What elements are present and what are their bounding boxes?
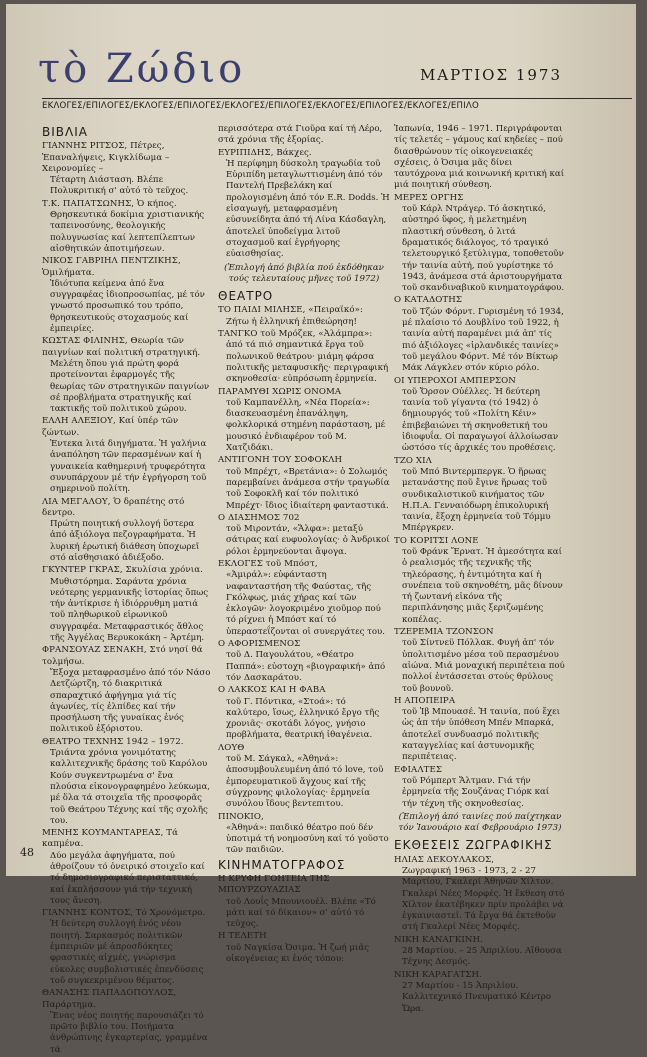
entry-description: τοῦ Ναγκίσα Ὀσιμα. Ἡ ζωή μιᾶς οἰκογένειας κι ἑνός τόπου:: [226, 942, 369, 965]
entry-description: τοῦ Δ. Παγουλάτου, «Θέατρο Παππά»: εὐστοχη «βιογραφική» ἀπό τόν Δασκαράτου.: [226, 650, 386, 683]
entry-title: ΚΩΣΤΑΣ ΦΙΛΙΝΗΣ, Θεωρία τῶν παιγνίων καί πολιτική στρατηγική.: [42, 336, 201, 358]
listing-entry: [218, 874, 390, 930]
entry-description: Πρώτη ποιητική συλλογή ὕστερα ἀπό ἀξιόλογα πεζογραφήματα. Ἡ λυρική ἐρωτική διάθεση ὑποχωρεῖ στό αἰσθησιακό ἀδιέξοδο.: [50, 519, 200, 563]
section-heading: ΒΙΒΛΙΑ: [42, 125, 88, 139]
listing-entry: [218, 329, 390, 385]
entry-title: ΓΙΑΝΝΗΣ ΚΟΝΤΟΣ, Τό Χρονόμετρο.: [42, 908, 206, 919]
entry-title: ΠΑΡΑΜΥΘΙ ΧΩΡΙΣ ΟΝΟΜΑ: [218, 386, 342, 397]
entry-description: Μυθιστόρημα. Σαράντα χρόνια νεότερης γερμανικῆς ἱστορίας ὅπως τήν ἀντίκρισε ἡ ἰδιόρρυθμη ματιά τοῦ πληθωρικοῦ εἰρωνικοῦ συγγραφέα. Μεταφραστικός ἄθλος τῆς Ἀγγέλας Βερυκοκάκη – Ἀρτέμη.: [50, 576, 209, 644]
entry-title: Ο ΛΑΚΚΟΣ ΚΑΙ Η ΦΑΒΑ: [218, 685, 326, 696]
entry-description: Ἕνας νέος ποιητής παρουσιάζει τό πρῶτο βιβλίο του. Ποιήματα ἀνθρώπινης ἐγκαρτερίας, γραμμένα τά: [50, 1010, 208, 1055]
listing-entry: [42, 908, 212, 987]
listing-entry: [394, 193, 566, 295]
entry-description: τοῦ Μπρέχτ, «Βρετάνια»: ὁ Σολωμός παρεμβαίνει ἀνάμεσα στήν τραγωδία τοῦ Σοφοκλῆ καί τόν πολιτικό Μπρέχτ· ἴδιος ἰδιαίτερη φανταστικά.: [226, 466, 390, 511]
entry-description: τοῦ Λουΐς Μπουνιουέλ. Βλέπε «Τό μάτι καί τό δίκαιον» σ' αὐτό τό τεῦχος.: [226, 896, 376, 930]
entry-title: Τ.Κ. ΠΑΠΑΤΣΩΝΗΣ, Ὁ κήπος.: [42, 198, 177, 209]
listing-entry: [394, 295, 566, 374]
entry-description: Ἔξοχα μεταφρασμένο ἀπό τόν Νάσο Δετζώρτζη, τό διακριτικά σπαραχτικό ἀφήγημα γιά τίς ἀγωνίες, τίς ἐλπίδες καί τήν προσήλωση τῆς γυναίκας ἑνός πολιτικοῦ ἐξόριστου.: [50, 667, 211, 735]
column-1: [42, 124, 212, 1057]
entry-title: ΓΙΑΝΝΗΣ ΡΙΤΣΟΣ, Πέτρες, Ἐπαναλήψεις, Κιγκλίδωμα – Χειρονομίες –: [42, 141, 170, 174]
entry-title: ΛΙΑ ΜΕΓΑΛΟΥ, Ὁ δραπέτης στό δεντρο.: [42, 496, 185, 518]
listing-entry: [218, 305, 390, 328]
entry-description: τοῦ Μπό Βιντερμπεργκ. Ὁ ἥρωας μετανάστης ποῦ ἔγινε ἥρωας τοῦ συνδικαλιστικοῦ κινήματος τῶν Η.Π.Α. Γενναιόδωρη ἐπικολυρική ταινία, ἔξοχη ἑρμηνεία τοῦ Τόμμυ Μπέργκρεν.: [402, 466, 551, 534]
selection-note: (Ἐπιλογή ἀπό ταινίες πού παίχτηκαν τόν Ἰανουάριο καί Φεβρουάριο 1973): [398, 811, 562, 834]
listing-entry: [394, 970, 566, 1015]
entry-description: Ζωγραφική 1963 - 1973, 2 - 27 Μαρτίου, Γκαλερί Ἀθηνῶν Χίλτον. Γκαλερί Νέες Μορφές. Ἡ ἔκθεση στό Χίλτον ἐκατέβηκεν πρίν προλάβει νά ἐγκαινιαστεῖ. Τά ἔργα θά ἐκτεθοῦν στή Γκαλερί Νέες Μορφές.: [402, 866, 565, 933]
listing-entry: [42, 256, 212, 335]
entry-title: ΤΟ ΚΟΡΙΤΣΙ ΛΟΝΕ: [394, 535, 479, 546]
listing-entry: [42, 416, 212, 495]
section-heading: ΚΙΝΗΜΑΤΟΓΡΑΦΟΣ: [218, 857, 346, 872]
entry-title: ΠΙΝΟΚΙΟ,: [218, 811, 264, 822]
entry-description: τοῦ Τζών Φόρντ. Γυρισμένη τό 1934, μέ πλαίσιο τό Δουβλίνο τοῦ 1922, ἡ ταινία αὐτή παραμένει μιά ἀπ' τίς πιό ἀξιόλογες «ἰρλανδικές ταινίες» τοῦ μεγάλου Φόρντ. Μέ τόν Βίκτωρ Μάκ Λάγκλεν στόν κύριο ρόλο.: [402, 306, 564, 374]
entry-description: Θρησκευτικά δοκίμια χριστιανικής ταπεινοσύνης, θεολογικής πολυγνωσίας καί λεπτεπίλεπτων αἰσθητικών ἀποτιμήσεων.: [50, 210, 205, 254]
entry-title: ΦΡΑΝΣΟΥΑΖ ΣΕΝΑΚΗ, Στό νησί θά τολμήσω.: [42, 645, 203, 667]
entry-description: τοῦ Ὄρσον Οὐέλλες. Ἡ δεύτερη ταινία τοῦ γίγαντα (τό 1942) ὁ δημιουργός τοῦ «Πολίτη Κέιν» ἐπιβεβαιώνει τή σκηνοθετική του ἰδιοφυΐα. Οἱ παραγωγοί ἀλλοίωσαν ὡστόσο τίς ἀρχικές του προθέσεις.: [402, 386, 559, 454]
listing-entry: [218, 812, 390, 857]
entry-description: «Ἀθηνά»: παιδικό θέατρο πού δέν ὑποτιμά τή νοημοσύνη καί τό γοῦστο τῶν παιδιῶν.: [226, 822, 389, 856]
entry-description: Δύο μεγάλα ἀφηγήματα, πού ἀθροίζουν τό ὀνειρικό στοιχεῖο καί τό δημοσιογραφικό περισταττικό, καί ἐκπλήσσουν γιά τήν τεχνική τους ἄνεση.: [50, 850, 205, 906]
entry-description: τοῦ Καμπανέλλη, «Νέα Πορεία»: διασκευασμένη ἐπανάληψη, φολκλορικά στημένη παράσταση, μέ μουσικό ἐνδιαφέρον τοῦ Μ. Χατζιδάκι.: [226, 397, 386, 454]
listing-entry: [394, 696, 566, 764]
issue-date: ΜΑΡΤΙΟΣ 1973: [419, 66, 562, 84]
entry-description: τοῦ Ρόμπερτ Ἄλτμαν. Γιά τήν ἑρμηνεία τῆς Σουζάνας Γιόρκ καί τήν τέχνη τῆς σκηνοθεσίας.: [402, 775, 550, 809]
entry-description: τοῦ Κάρλ Ντράγερ. Τό ἀσκητικό, αὐστηρό ὕφος, ἡ μελετημένη πλαστική σύνθεση, ὁ λιτά δραματικός διάλογος, τό τραγικό τελετουργικό ξετύλιγμα, τοποθετοῦν τήν ταινία αὐτή, πού γυρίστηκε τό 1943, ἀνάμεσα στά ἀριστουργήματα τοῦ σκανδιναβικοῦ κινηματογράφου.: [402, 204, 565, 294]
section-heading: ΘΕΑΤΡΟ: [218, 289, 274, 304]
section-heading: ΕΚΘΕΣΕΙΣ ΖΩΓΡΑΦΙΚΗΣ: [394, 838, 553, 853]
entry-title: Η ΑΠΟΠΕΙΡΑ: [394, 695, 456, 706]
entry-title: ΜΕΡΕΣ ΟΡΓΗΣ: [394, 192, 464, 203]
column-3: [394, 124, 566, 1016]
entry-title: ΝΙΚΗ ΚΑΝΑΓΚΙΝΗ.: [394, 934, 483, 945]
continued-text: Ἰαπωνία, 1946 – 1971. Περιγράφονται τίς τελετές – γάμους καί κηδείες – πού διασθρώνουν τίς οἰκογενειακές σχέσεις, ὁ Ὀσιμα μᾶς δίνει ταυτόχρονα μιά κοινωνική κριτική καί μιά ποιητική σύνθεση.: [394, 124, 565, 191]
listing-entry: [42, 828, 212, 907]
listing-entry: [218, 513, 390, 558]
entry-description: τοῦ Μ. Σάγκαλ, «Ἀθηνά»: ἀποσυμβουλευμένη ἀπό τό love, τοῦ ἐμπορευματικοῦ ἄγχους καί τῆς σύγχρονης φιλολογίας· ἑρμηνεία συνόλου ἴδους βεντεπιτου.: [226, 754, 384, 810]
entry-title: ΟΙ ΥΠΕΡΟΧΟΙ ΑΜΠΕΡΣΟΝ: [394, 375, 516, 386]
entry-description: 27 Μαρτίου - 15 Ἀπριλίου. Καλλιτεχνικό Πνευματικό Κέντρο Ὤρα.: [402, 980, 552, 1014]
listing-entry: [394, 376, 566, 455]
listing-entry: [42, 497, 212, 565]
entry-title: ΛΟΥΘ: [218, 742, 245, 753]
listing-entry: [42, 199, 212, 255]
entry-title: Η ΚΡΥΦΗ ΓΟΗΤΕΙΑ ΤΗΣ ΜΠΟΥΡΖΟΥΑΖΙΑΣ: [218, 874, 330, 896]
entry-title: ΕΦΙΑΛΤΕΣ: [394, 764, 443, 775]
entry-title: ΤΟ ΠΑΙΔΙ ΜΙΛΗΣΕ, «Πειραϊκό»:: [218, 305, 363, 316]
entry-title: ΗΛΙΑΣ ΔΕΚΟΥΛΑΚΟΣ,: [394, 854, 495, 865]
magazine-page: [6, 4, 636, 1055]
entry-description: «Ἀμιράλ»: εὐφάνταστη ναφανταστήση τῆς Φαύστας, τῆς Γκόλφως, μιάς χήρας καί τῶν ἐκλογῶν· λογοκριμένο χιοῦμορ πού τό ρίχνει ἡ Μπόστ καί τό ὑπεραστεΐζονται οἱ συνεργάτες του.: [226, 570, 386, 637]
listing-entry: [394, 456, 566, 535]
page-number: 48: [20, 846, 34, 859]
entry-description: ἀπό τά πιό σημαντικά ἔργα τοῦ πολωνικοῦ θεάτρου· μιάμη φάρσα πολιτικῆς μεταφυσικῆς· περιγραφική σκηνοθεσία· εὐπρόσωπη ἑρμηνεία.: [226, 340, 389, 385]
listing-entry: [218, 387, 390, 455]
entry-description: Τέταρτη Διάσταση. Βλέπε Πολυκριτική σ' αὐτό τὸ τεῦχος.: [50, 175, 189, 197]
entry-description: τοῦ Φράνκ Ἔρνατ. Ἡ ἀμεσότητα καί ὁ ρεαλισμός τῆς τεχνικῆς τῆς τηλεόρασης, ἡ ἐντιμότητα καί ἡ συνέπεια τοῦ σκηνοθέτη, μᾶς δίνουν τή ζωντανή εἰκόνα τῆς περιπλάνησης μιᾶς ξεριζωμένης κοπέλας.: [402, 546, 563, 625]
magazine-title: τὸ Ζώδιο: [38, 46, 246, 92]
section-banner: ΕΚΛΟΓΕΣ/ΕΠΙΛΟΓΕΣ/ΕΚΛΟΓΕΣ/ΕΠΙΛΟΓΕΣ/ΕΚΛΟΓΕΣ/ΕΠΙΛΟΓΕΣ/ΕΚΛΟΓΕΣ/ΕΠΙΛΟΓΕΣ/ΕΚΛΟΓΕΣ/ΕΠΙΛΟ: [42, 98, 632, 111]
listing-entry: [42, 737, 212, 827]
entry-title: ΝΙΚΗ ΚΑΡΑΓΑΤΣΗ.: [394, 969, 482, 980]
entry-title: ΘΕΑΤΡΟ ΤΕΧΝΗΣ 1942 – 1972.: [42, 736, 184, 747]
entry-description: τοῦ Μιροντάν, «Ἄλφα»: μεταξύ σάτιρας καί ευφυολογίας· ὁ Ἀνδρικοί ρόλοι ἑρμηνεύονται ἄψογα.: [226, 524, 390, 557]
listing-entry: [218, 685, 390, 741]
listing-entry: [394, 935, 566, 969]
entry-description: Τριάντα χρόνια γονιμότατης καλλιτεχνικῆς δράσης τοῦ Καρόλου Κούν συγκεντρωμένα σ' ἕνα πλούσια εἰκονογραφημένο λεύκωμα, μέ ὅλα τά στοιχεῖα τῆς προσφορᾶς τοῦ Θεάτρου Τέχνης καί τῆς σχολῆς του.: [50, 748, 210, 826]
entry-description: Μελέτη ὅπου γιά πρώτη φορά προτείνονται ἐφαρμογές τῆς θεωρίας τῶν στρατηγικῶν παιγνίων σέ προβλήματα στρατηγικῆς καί τακτικῆς τοῦ πολιτικοῦ χώρου.: [50, 358, 210, 415]
entry-title: ΝΙΚΟΣ ΓΑΒΡΙΗΛ ΠΕΝΤΖΙΚΗΣ, Ὁμιλήματα.: [42, 256, 181, 278]
entry-title: Ο ΔΙΑΣΗΜΟΣ 702: [218, 512, 300, 523]
entry-title: ΑΝΤΙΓΟΝΗ ΤΟΥ ΣΟΦΟΚΛΗ: [218, 455, 343, 466]
listing-entry: [394, 536, 566, 626]
entry-description: τοῦ Σίντνεϋ Πόλλακ. Φυγή ἀπ' τόν ὑπολιτισμένο μέσα τοῦ περασμένου αἰώνα. Μιά μοναχική περιπέτεια πού πολλοί ἐντάσσεται στούς θρύλους τοῦ βουνοῦ.: [402, 638, 565, 694]
entry-description: 28 Μαρτίου. – 25 Ἀπριλίου. Αἴθουσα Τέχνης Δεσμός.: [402, 946, 562, 968]
selection-note: (Ἐπιλογή ἀπό βιβλία πού ἐκδόθηκαν τούς τελευταίους μῆνες τοῦ 1972): [224, 262, 384, 284]
listing-entry: [218, 639, 390, 684]
listing-entry: [42, 336, 212, 415]
entry-description: τοῦ Γ. Πόντικα, «Στοά»: τό καλύτερο, ἴσως, ἑλληνικό ἔργο τῆς χρονιᾶς· σκοτάδι λόγος, γνήσιο προβλήματα, θεατρική ἰθαγένεια.: [226, 696, 380, 741]
entry-title: ΤΖΕΡΕΜΙΑ ΤΖΟΝΣΟΝ: [394, 627, 494, 638]
entry-title: Ο ΚΑΤΑΔΟΤΗΣ: [394, 295, 462, 306]
entry-description: Ἡ δεύτερη συλλογή ἑνός νέου ποιητή. Σαρκασμός πολιτικῶν ἐμπειριῶν μέ ἀπροσδόκητες φραστικές αἰχμές, γνώρισμα εὐκολες συμβολιστικές ἐπενδύσεις τοῦ συγκεκριμένου θέματος.: [50, 919, 204, 986]
listing-entry: [42, 565, 212, 644]
entry-title: ΕΛΛΗ ΑΛΕΞΙΟΥ, Καί ὑπέρ τῶν ζώντων.: [42, 416, 179, 438]
entry-description: Ἰδιότυπα κείμενα ἀπό ἕνα συγγραφέας ἰδιοπροσωπίας, μέ τόν γνωστό προσωπικό του τρόπο, θρησκευτικούς στοχασμούς καί ἐμπειρίες.: [50, 278, 205, 335]
entry-description: τοῦ Ἰβ Μπουασέ. Ἡ ταινία, πού ἔχει ὡς ἀπ τήν ὑπόθεση Μπέν Μπαρκά, ἀποτελεῖ συνδυασμό πολιτικῆς καταγγελίας καί ἀστυνομικῆς περιπέτειας.: [402, 707, 560, 763]
entry-description: Ζήτω ἡ ἑλληνική ἐπιθεώρηση!: [226, 316, 357, 327]
entry-title: ΤΑΝΓΚΟ τοῦ Μρόζεκ, «Ἀλάμπρα»:: [218, 329, 373, 340]
entry-description: Ἡ περίφημη δύσκολη τραγωδία τοῦ Εὐριπίδη μεταγλωττισμένη ἀπό τόν Παντελή Πρεβελάκη καί προλογισμένη ἀπό τόν E.R. Dodds. Ἡ εἰσαγωγή, μεταφρασμένη εὐσυνείδητα ἀπό τή Λίνα Κάσδαγλη, ἀποτελεῖ ὑποδείγμα λιτοῦ στοχασμοῦ καί ἐγρήγορης εὐαισθησίας.: [226, 158, 390, 260]
entry-description: Ἐντεκα λιτά διηγήματα. Ἡ γαλήνια ἀναπόληση τῶν περασμένων καί ἡ γυναικεία καθημερινή τρυφερότητα συνυπάρχουν μέ τήν ἐγρήγορση τοῦ σημερινοῦ πολίτη.: [50, 439, 207, 495]
listing-entry: [218, 455, 390, 511]
entry-title: ΤΖΟ ΧΙΛ: [394, 455, 432, 466]
entry-title: ΕΥΡΙΠΙΔΗΣ, Βάκχες.: [218, 147, 312, 158]
column-2: [218, 124, 390, 966]
entry-title: Η ΤΕΛΕΤΗ: [218, 931, 267, 942]
entry-title: ΓΚΥΝΤΕΡ ΓΚΡΑΣ, Σκυλίσια χρόνια.: [42, 565, 203, 576]
listing-entry: [42, 988, 212, 1056]
entry-title: ΕΚΛΟΓΕΣ τοῦ Μπόστ,: [218, 558, 318, 569]
listing-entry: [218, 559, 390, 638]
entry-title: Ο ΑΦΟΡΙΣΜΕΝΟΣ: [218, 639, 301, 650]
continued-text: περισσότερα στά Γιοῦρα καί τή Λέρο, στά χρόνια τῆς ἐξορίας.: [218, 124, 383, 146]
entry-title: ΘΑΝΑΣΗΣ ΠΑΠΑΔΟΠΟΥΛΟΣ, Παράρτημα.: [42, 988, 177, 1010]
listing-entry: [394, 855, 566, 934]
entry-title: ΜΕΝΗΣ ΚΟΥΜΑΝΤΑΡΕΑΣ, Τά καπμένα.: [42, 828, 179, 850]
listing-entry: [42, 141, 212, 197]
listing-entry: [218, 148, 390, 261]
listing-entry: [218, 743, 390, 811]
listing-entry: [394, 627, 566, 695]
listing-entry: [42, 645, 212, 735]
listing-entry: [218, 931, 390, 965]
listing-entry: [394, 765, 566, 810]
